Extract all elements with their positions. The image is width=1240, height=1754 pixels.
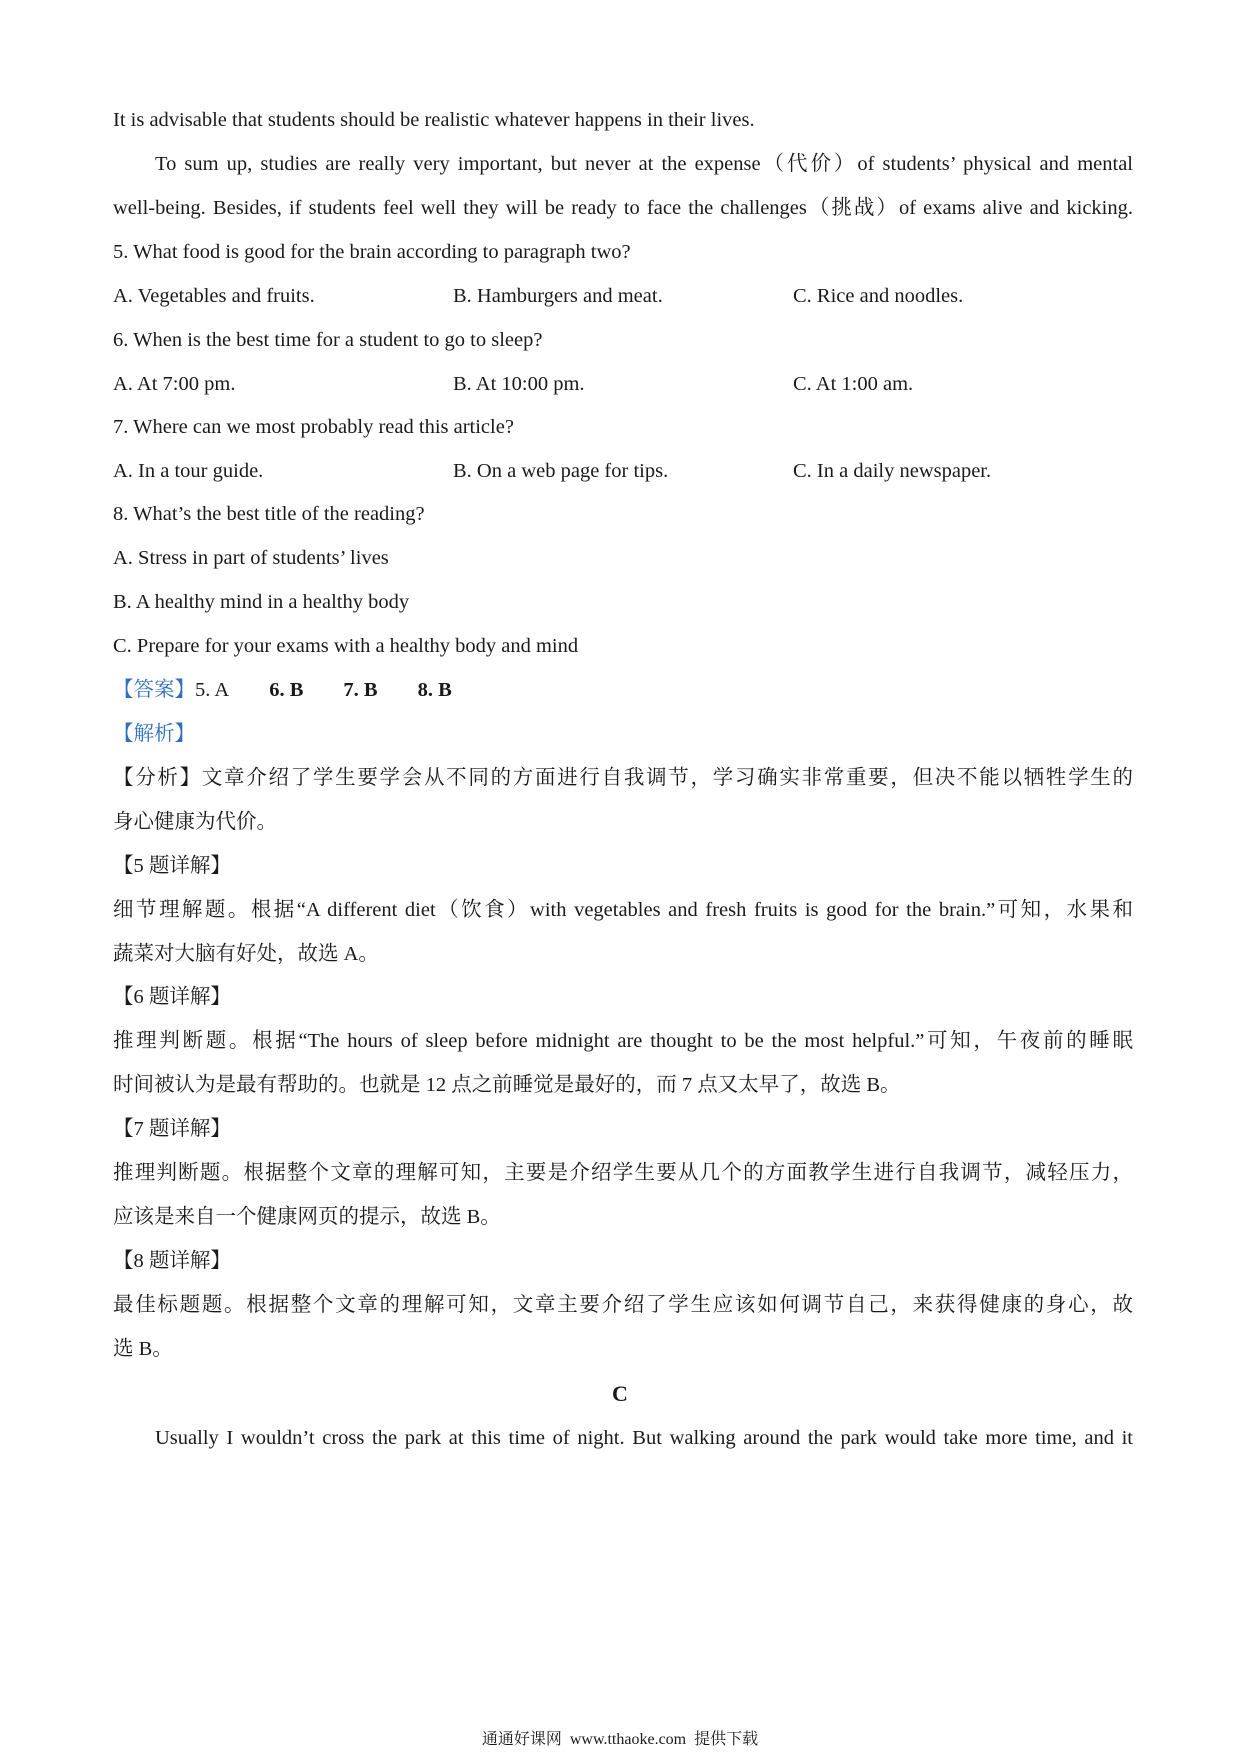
analysis-label: 【解析】 [113,723,195,745]
question-stem-6: 6. When is the best time for a student to go to sleep? [113,329,543,351]
answer-line [113,677,1133,703]
question-stem-8: 8. What’s the best title of the reading? [113,503,425,525]
option-7c: C. In a daily newspaper. [793,460,992,482]
passage-line: To sum up, studies are really very important, but never at the expense（代价）of students’ physical and mental [155,153,1133,175]
option-6c: C. At 1:00 am. [793,373,914,395]
option-6b: B. At 10:00 pm. [453,373,585,395]
q6-detail-line: 推理判断题。根据“The hours of sleep before midnight are thought to be the most helpful.”可知，午夜前的睡眠 [113,1030,1133,1052]
answer-label: 【答案】 [113,679,195,701]
answer-item: 8. B [417,679,452,701]
question-stem-7: 7. Where can we most probably read this article? [113,416,514,438]
passage-line: It is advisable that students should be realistic whatever happens in their lives. [113,109,755,131]
option-7a: A. In a tour guide. [113,460,264,482]
passage-line: well-being. Besides, if students feel well they will be ready to face the challenges（挑战）of exams alive and kicking. [113,197,1133,219]
q8-detail-label: 【8 题详解】 [113,1250,231,1272]
option-8a: A. Stress in part of students’ lives [113,547,389,569]
analysis-summary-line: 身心健康为代价。 [113,811,277,833]
option-5b: B. Hamburgers and meat. [453,285,663,307]
page-footer: 通通好课网 www.tthaoke.com 提供下载 [481,1731,759,1748]
q5-detail-line: 细节理解题。根据“A different diet（饮食）with vegetables and fresh fruits is good for the brain.”可知，水果和 [113,899,1133,921]
q5-detail-line: 蔬菜对大脑有好处，故选 A。 [113,943,379,965]
q8-detail-line: 最佳标题题。根据整个文章的理解可知，文章主要介绍了学生应该如何调节自己，来获得健康的身心，故 [113,1294,1133,1316]
option-8b: B. A healthy mind in a healthy body [113,591,410,613]
q7-detail-line: 应该是来自一个健康网页的提示，故选 B。 [113,1206,501,1228]
answer-item: 7. B [343,679,378,701]
q7-detail-line: 推理判断题。根据整个文章的理解可知，主要是介绍学生要从几个的方面教学生进行自我调节，减轻压力， [113,1162,1133,1184]
option-5a: A. Vegetables and fruits. [113,285,315,307]
answer-item: 5. A [195,679,230,701]
answer-item: 6. B [269,679,304,701]
q5-detail-label: 【5 题详解】 [113,855,231,877]
q6-detail-line: 时间被认为是最有帮助的。也就是 12 点之前睡觉是最好的，而 7 点又太早了，故选 B。 [113,1074,901,1096]
option-8c: C. Prepare for your exams with a healthy body and mind [113,635,579,657]
section-heading-c: C [612,1381,628,1406]
q7-detail-label: 【7 题详解】 [113,1118,231,1140]
question-stem-5: 5. What food is good for the brain according to paragraph two? [113,241,631,263]
passage-line: Usually I wouldn’t cross the park at this time of night. But walking around the park would take more time, and it [155,1427,1133,1449]
q6-detail-label: 【6 题详解】 [113,986,231,1008]
option-6a: A. At 7:00 pm. [113,373,236,395]
analysis-summary-line: 【分析】文章介绍了学生要学会从不同的方面进行自我调节，学习确实非常重要，但决不能以牺牲学生的 [113,767,1133,789]
option-7b: B. On a web page for tips. [453,460,669,482]
option-5c: C. Rice and noodles. [793,285,964,307]
q8-detail-line: 选 B。 [113,1338,173,1360]
